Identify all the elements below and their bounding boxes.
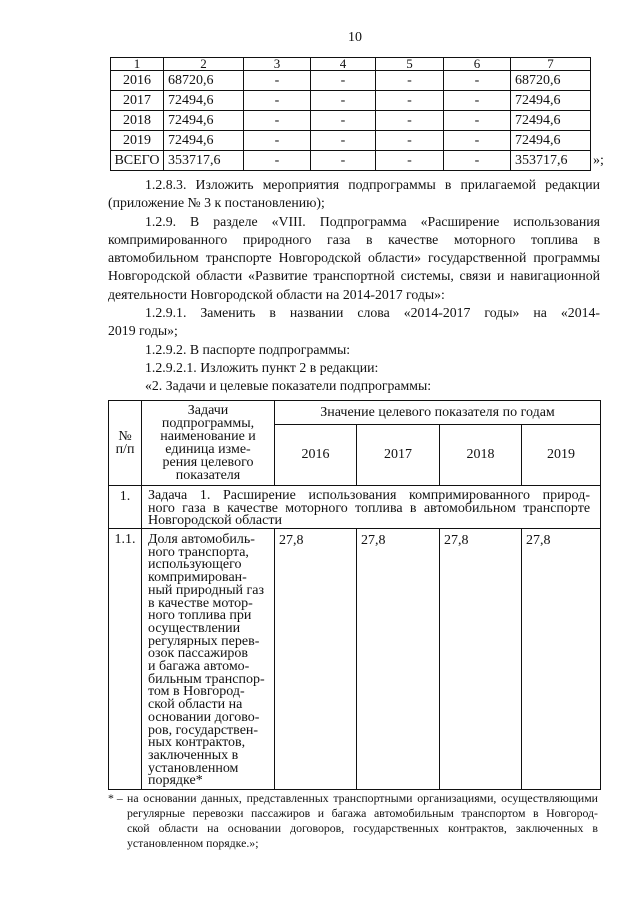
indicator-line: регулярных перев-: [148, 633, 260, 649]
amount-cell: 72494,6: [164, 131, 244, 151]
footnote-marker: * –: [108, 791, 123, 805]
row-number: 1.1.: [109, 529, 142, 790]
total-cell: 68720,6: [511, 71, 591, 91]
header-line: п/п: [115, 442, 135, 457]
year-cell: 2019: [111, 131, 164, 151]
indicator-line: заключенных в: [148, 747, 239, 763]
dash-cell: -: [311, 91, 376, 111]
indicator-line: ской области на: [148, 697, 243, 713]
year-header: 2018: [440, 425, 522, 486]
indicator-value: 27,8: [440, 529, 522, 790]
task-line: Задача 1. Расширение использования компримированного природ-: [148, 488, 591, 503]
amount-cell: 353717,6: [164, 151, 244, 171]
dash-cell: -: [444, 71, 511, 91]
task-line: Новгородской области: [148, 513, 282, 529]
text-line: компримированного природного газа в качестве моторного топлива в: [108, 231, 600, 247]
amount-cell: 68720,6: [164, 71, 244, 91]
dash-cell: -: [244, 131, 311, 151]
indicator-line: ный природный газ: [148, 582, 264, 598]
footnote-text: [127, 791, 598, 851]
indicator-line: порядке*: [148, 773, 203, 789]
dash-cell: -: [244, 91, 311, 111]
column-number: 7: [511, 58, 591, 71]
text-line: 2019 годы»;: [108, 323, 178, 339]
body-text: [108, 176, 600, 396]
task-header: [142, 401, 275, 486]
values-header: Значение целевого показателя по годам: [275, 401, 601, 425]
indicator-line: основании догово-: [148, 709, 260, 725]
dash-cell: -: [244, 111, 311, 131]
header-line: Задачи: [187, 403, 229, 418]
year-cell: 2018: [111, 111, 164, 131]
indicator-line: ров, государствен-: [148, 722, 259, 738]
text-line: деятельности Новгородской области на 2014-2017 годы»:: [108, 286, 445, 302]
dash-cell: -: [311, 131, 376, 151]
dash-cell: -: [244, 151, 311, 171]
amount-cell: 72494,6: [164, 111, 244, 131]
dash-cell: -: [244, 71, 311, 91]
indicator-row: [109, 529, 601, 790]
indicator-line: установленном: [148, 760, 239, 776]
year-header: 2017: [357, 425, 440, 486]
indicator-line: Доля автомобиль-: [148, 532, 255, 547]
header-line: наименование и: [160, 429, 256, 444]
text-line: (приложение № 3 к постановлению);: [108, 195, 325, 211]
dash-cell: -: [311, 71, 376, 91]
column-number: 6: [444, 58, 511, 71]
text-line: автомобильном транспорте Новгородской области» государственной программы: [108, 250, 600, 266]
column-number: 4: [311, 58, 376, 71]
dash-cell: -: [376, 71, 444, 91]
task-row: [109, 486, 601, 529]
column-number: 5: [376, 58, 444, 71]
dash-cell: -: [311, 151, 376, 171]
footnote-line: ской области на основании договоров, государственных контрактов, заключенных в: [127, 821, 598, 835]
footnote: [108, 791, 600, 853]
dash-cell: -: [444, 131, 511, 151]
row-number: 1.: [109, 486, 142, 529]
dash-cell: -: [376, 111, 444, 131]
number-header: [109, 401, 142, 486]
year-header: 2016: [275, 425, 357, 486]
column-number: 2: [164, 58, 244, 71]
table-header-row: [111, 58, 591, 71]
financing-table: [110, 57, 591, 171]
table-row: [111, 71, 591, 91]
header-line: единица изме-: [165, 442, 251, 457]
table-header-row: [109, 401, 601, 425]
header-line: подпрограммы,: [161, 416, 255, 431]
dash-cell: -: [376, 131, 444, 151]
footnote-line: установленном порядке.»;: [127, 836, 259, 850]
amount-cell: 72494,6: [164, 91, 244, 111]
task-cell: [142, 486, 601, 529]
table-row: [111, 91, 591, 111]
year-cell: 2017: [111, 91, 164, 111]
year-cell: 2016: [111, 71, 164, 91]
dash-cell: -: [444, 91, 511, 111]
total-cell: 72494,6: [511, 111, 591, 131]
text-line: 1.2.9.2.1. Изложить пункт 2 в редакции:: [145, 359, 379, 375]
total-label-cell: ВСЕГО: [111, 151, 164, 171]
indicator-cell: [142, 529, 275, 790]
dash-cell: -: [376, 151, 444, 171]
indicator-line: том в Новгород-: [148, 684, 245, 700]
text-line: 1.2.9.1. Заменить в названии слова «2014-2017 годы» на «2014-: [145, 305, 600, 321]
total-cell: 72494,6: [511, 131, 591, 151]
text-line: «2. Задачи и целевые показатели подпрограммы:: [145, 378, 432, 394]
header-line: рения целевого: [162, 455, 254, 470]
indicator-value: 27,8: [522, 529, 601, 790]
footnote-line: на основании данных, представленных транспортными организациями, осуществляющими: [127, 791, 598, 805]
closing-quote: »;: [593, 153, 604, 168]
text-line: 1.2.9. В разделе «VIII. Подпрограмма «Расширение использования: [145, 213, 600, 229]
total-cell: 353717,6: [511, 151, 591, 171]
indicators-table: [108, 400, 601, 790]
page-number: 10: [348, 30, 362, 45]
dash-cell: -: [444, 151, 511, 171]
total-cell: 72494,6: [511, 91, 591, 111]
dash-cell: -: [444, 111, 511, 131]
indicator-line: и багажа автомо-: [148, 659, 250, 675]
table-row: [111, 131, 591, 151]
dash-cell: -: [376, 91, 444, 111]
task-line: ного газа в качестве моторного топлива в автомобильном транспорте: [148, 500, 591, 516]
indicator-value: 27,8: [357, 529, 440, 790]
indicator-line: ных контрактов,: [148, 735, 246, 751]
indicator-value: 27,8: [275, 529, 357, 790]
indicator-line: в качестве мотор-: [148, 595, 253, 611]
dash-cell: -: [311, 111, 376, 131]
header-line: показателя: [175, 468, 241, 483]
column-number: 3: [244, 58, 311, 71]
footnote-line: регулярные перевозки пассажиров и багажа автомобильным транспортом в Новгород-: [127, 806, 598, 820]
text-line: 1.2.9.2. В паспорте подпрограммы:: [145, 341, 351, 357]
indicator-line: ного транспорта,: [148, 544, 249, 560]
table-total-row: [111, 151, 591, 171]
indicator-line: компримирован-: [148, 570, 247, 586]
indicator-line: осуществлении: [148, 620, 241, 636]
table-row: [111, 111, 591, 131]
indicator-line: использующего: [148, 557, 242, 573]
indicator-line: бильным транспор-: [148, 671, 265, 687]
column-number: 1: [111, 58, 164, 71]
indicator-line: озок пассажиров: [148, 646, 249, 662]
year-header: 2019: [522, 425, 601, 486]
text-line: Новгородской области «Развитие транспортной системы, связи и навигационной: [108, 268, 600, 284]
header-line: №: [118, 429, 132, 444]
indicator-line: ного топлива при: [148, 608, 252, 624]
text-line: 1.2.8.3. Изложить мероприятия подпрограммы в прилагаемой редакции: [145, 177, 600, 192]
